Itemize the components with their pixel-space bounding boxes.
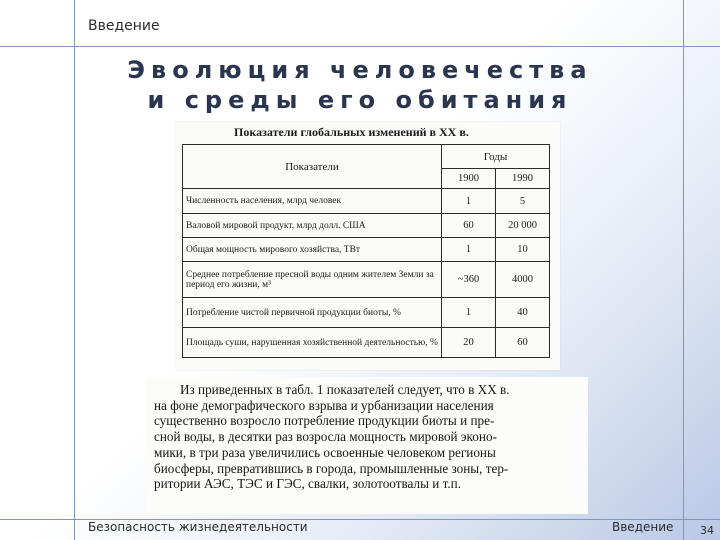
row-value-1900: 1: [442, 298, 496, 328]
indicators-table: [182, 144, 550, 358]
table-row: [183, 189, 550, 214]
section-header: Введение: [88, 18, 160, 34]
paragraph-line: мики, в три раза увеличились освоенные человеком регионы: [154, 444, 496, 460]
row-label: Общая мощность мирового хозяйства, ТВт: [183, 238, 442, 262]
paragraph-line: на фоне демографического взрыва и урбанизации населения: [154, 397, 494, 413]
table-row: [183, 298, 550, 328]
row-label: Численность населения, млрд человек: [183, 189, 442, 214]
row-label: Площадь суши, нарушенная хозяйственной деятельностью, %: [183, 328, 442, 358]
table-row: [183, 214, 550, 238]
row-value-1900: 20: [442, 328, 496, 358]
row-value-1990: 40: [496, 298, 550, 328]
row-label: Валовой мировой продукт, млрд долл. США: [183, 214, 442, 238]
row-value-1990: 20 000: [496, 214, 550, 238]
row-value-1900: 1: [442, 238, 496, 262]
table-image: [176, 122, 560, 370]
row-value-1990: 60: [496, 328, 550, 358]
row-label: Среднее потребление пресной воды одним жителем Земли за период его жизни, м³: [183, 262, 442, 298]
row-value-1900: 1: [442, 189, 496, 214]
table-header-year-1900: 1900: [442, 169, 496, 189]
paragraph-image: [146, 377, 588, 514]
slide-title-line1: Эволюция человечества: [127, 56, 593, 84]
row-value-1990: 5: [496, 189, 550, 214]
footer-section: Введение: [612, 520, 674, 534]
table-header-year-1990: 1990: [496, 169, 550, 189]
paragraph-line: ритории АЭС, ТЭС и ГЭС, свалки, золотоотвалы и т.п.: [154, 476, 462, 492]
paragraph-line: существенно возросло потребление продукции биоты и пре-: [154, 413, 495, 429]
page-number: 34: [700, 524, 714, 537]
paragraph-line: биосферы, превратившись в города, промышленные зоны, тер-: [154, 460, 509, 476]
row-value-1990: 4000: [496, 262, 550, 298]
table-caption: Показатели глобальных изменений в XX в.: [234, 125, 469, 139]
row-value-1900: ~360: [442, 262, 496, 298]
table-header-years: Годы: [442, 145, 550, 169]
table-row: [183, 328, 550, 358]
row-label: Потребление чистой первичной продукции биоты, %: [183, 298, 442, 328]
table-row: [183, 238, 550, 262]
paragraph-line: сной воды, в десятки раз возросла мощность мировой эконо-: [154, 429, 497, 445]
table-header-indicator: Показатели: [183, 145, 442, 189]
row-value-1900: 60: [442, 214, 496, 238]
slide-title-line2: и среды его обитания: [147, 86, 573, 114]
table-row: [183, 262, 550, 298]
frame-line-top: [0, 46, 720, 47]
paragraph-line: Из приведенных в табл. 1 показателей следует, что в XX в.: [180, 382, 510, 397]
footer-course-title: Безопасность жизнедеятельности: [88, 520, 308, 534]
row-value-1990: 10: [496, 238, 550, 262]
